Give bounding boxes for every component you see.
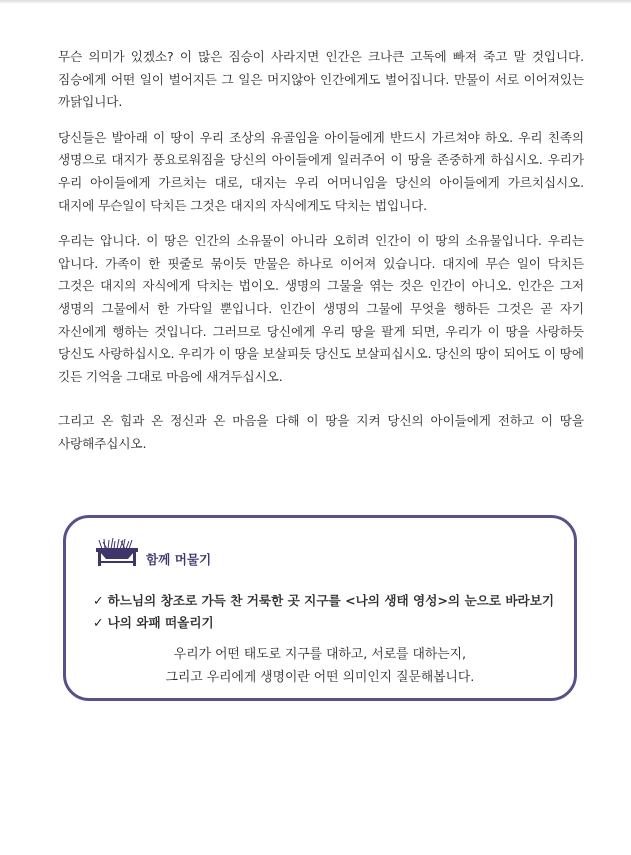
checklist-item bbox=[93, 590, 554, 612]
question-line-1: 우리가 어떤 태도로 지구를 대하고, 서로를 대하는지, bbox=[173, 647, 467, 662]
paragraph-1: 무슨 의미가 있겠소? 이 많은 짐승이 사라지면 인간은 크나큰 고독에 빠져 죽고 말 것입니다. 짐승에게 어떤 일이 벌어지든 그 일은 머지않아 인간에게도 벌어집니다. 만물이 서로 이어져있는 까닭입니다. bbox=[58, 49, 584, 110]
body-text bbox=[58, 46, 584, 456]
reflection-question bbox=[66, 643, 574, 689]
bed-icon bbox=[94, 537, 140, 571]
paragraph-2: 당신들은 발아래 이 땅이 우리 조상의 유골임을 아이들에게 반드시 가르쳐야 하오. 우리 친족의 생명으로 대지가 풍요로워짐을 당신의 아이들에게 일러주어 이 땅을 존중하게 하십시오. 우리가 우리 아이들에게 가르치는 대로, 대지는 우리 어머니임을 당신의 아이들에게 가르치십시오. 대지에 무슨일이 닥치든 그것은 대지의 자식에게도 닥치는 법입니다. bbox=[58, 129, 584, 213]
checkmark-icon: ✓ bbox=[93, 614, 104, 630]
callout-box bbox=[63, 515, 577, 701]
callout-title: 함께 머물기 bbox=[146, 551, 212, 567]
checklist-item bbox=[93, 612, 554, 634]
paragraph-4: 그리고 온 힘과 온 정신과 온 마음을 다해 이 땅을 지켜 당신의 아이들에게 전하고 이 땅을 사랑해주십시오. bbox=[58, 413, 584, 451]
callout-header bbox=[94, 538, 211, 570]
question-line-2: 그리고 우리에게 생명이란 어떤 의미인지 질문해봅니다. bbox=[165, 670, 475, 685]
top-edge-shadow bbox=[0, 0, 631, 3]
checklist-item-text: 나의 와패 떠올리기 bbox=[107, 614, 214, 630]
checklist-item-text: 하느님의 창조로 가득 찬 거룩한 곳 지구를 <나의 생태 영성>의 눈으로 바라보기 bbox=[107, 593, 555, 608]
paragraph-3: 우리는 압니다. 이 땅은 인간의 소유물이 아니라 오히려 인간이 이 땅의 소유물입니다. 우리는 압니다. 가족이 한 핏줄로 묶이듯 만물은 하나로 이어져 있습니다. 대지에 무슨 일이 닥치든 그것은 대지의 자식에게 닥치는 법이오. 생명의 그물을 엮는 것은 인간이 아니오. 인간은 그저 생명의 그물에서 한 가닥일 뿐입니다. 인간이 생명의 그물에 무엇을 행하든 그것은 곧 자기 자신에게 행하는 것입니다. 그러므로 당신에게 우리 땅을 팔게 되면, 우리가 이 땅을 사랑하듯 당신도 사랑하십시오. 우리가 이 땅을 보살피듯 당신도 보살피십시오. 당신의 땅이 되어도 이 땅에 깃든 기억을 그대로 마음에 새겨두십시오. bbox=[58, 233, 584, 384]
checklist bbox=[93, 590, 554, 633]
checkmark-icon: ✓ bbox=[93, 593, 104, 608]
